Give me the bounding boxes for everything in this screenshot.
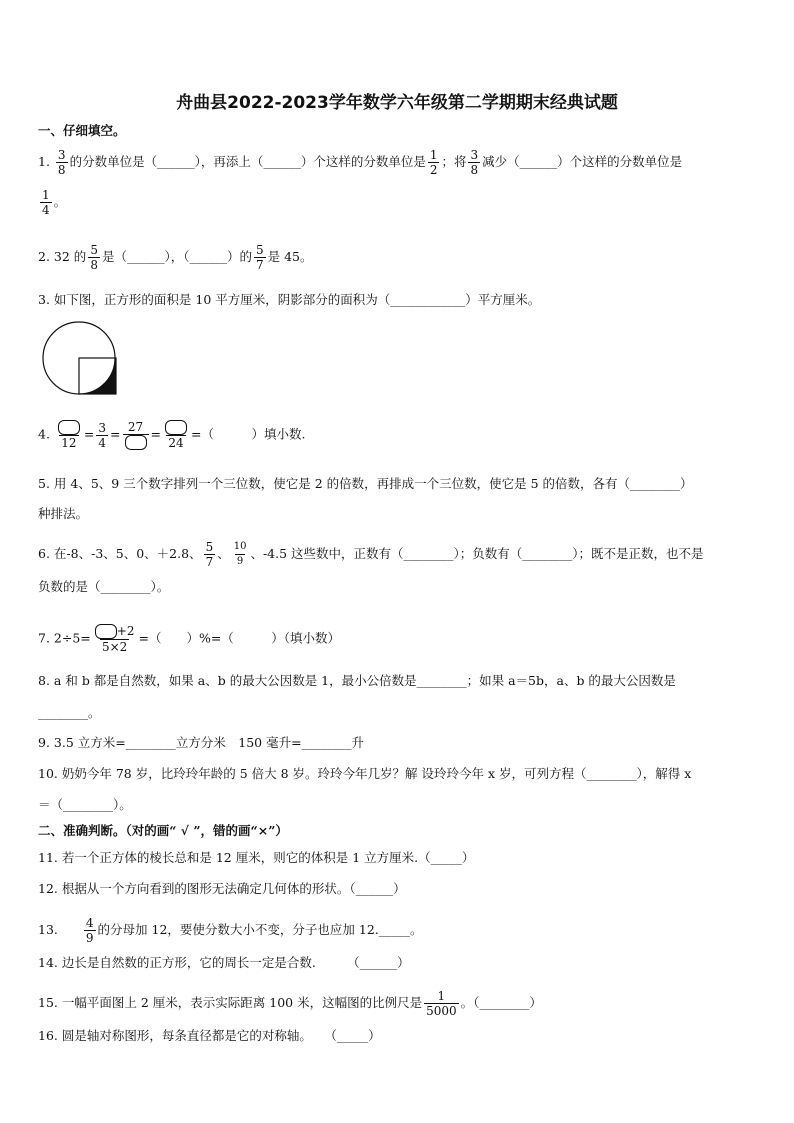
question-11: [38, 849, 474, 867]
separator: 、: [217, 546, 230, 561]
question-8-continued: ________。: [38, 705, 101, 720]
fraction: 27: [123, 420, 149, 450]
question-text: 在-8、-3、5、0、＋2.8、: [53, 546, 202, 561]
question-number: 13.: [38, 922, 58, 937]
fraction: $\frac{3}{8}$: [57, 148, 66, 177]
question-14: [38, 954, 410, 972]
question-7: [38, 624, 340, 654]
question-number: 15.: [38, 995, 58, 1010]
question-text: 一幅平面图上 2 厘米，表示实际距离 100 米，这幅图的比例尺是: [61, 995, 423, 1010]
answer-blank[interactable]: [125, 435, 147, 450]
question-text: 边长是自然数的正方形，它的周长一定是合数. （______）: [61, 955, 410, 970]
question-16: [38, 1027, 381, 1045]
section-1-heading: 一、仔细填空。: [38, 123, 126, 138]
question-9: [38, 734, 364, 752]
question-5-continued: 种排法。: [38, 506, 89, 521]
fraction: 24: [163, 420, 189, 450]
fraction: $\frac{3}{4}$: [98, 420, 107, 450]
question-text: 奶奶今年 78 岁，比玲玲年龄的 5 倍大 8 岁。玲玲今年几岁？解 设玲玲今年 x 岁，可列方程（________），解得 x: [61, 766, 692, 781]
question-6-continued: 负数的是（________）。: [38, 579, 170, 594]
answer-blank[interactable]: [165, 420, 187, 435]
fraction: $\frac{+2}{5\times 2}$: [93, 624, 137, 654]
question-10: [38, 765, 691, 783]
question-13: [38, 916, 423, 945]
question-number: 9.: [38, 735, 50, 750]
fraction: $\frac{1}{5000}$: [426, 989, 457, 1018]
fraction: $\frac{1}{4}$: [42, 188, 50, 217]
question-3: [38, 291, 540, 309]
question-1: [38, 148, 682, 177]
question-number: 10.: [38, 766, 58, 781]
question-text: 。（________）: [460, 995, 542, 1010]
question-text: 是 45。: [267, 249, 313, 264]
question-number: 16.: [38, 1028, 58, 1043]
question-5: [38, 475, 693, 493]
equals-sign: =: [83, 426, 95, 442]
question-text: 3.5 立方米=________立方分米 150 毫升=________升: [53, 735, 365, 750]
fraction: $\frac{5}{8}$: [90, 243, 98, 272]
question-text: 。: [53, 194, 67, 209]
question-2: [38, 243, 313, 272]
question-number: 8.: [38, 673, 50, 688]
question-4: [38, 420, 305, 450]
question-text: ；将: [441, 154, 467, 169]
page-title: 舟曲县2022-2023学年数学六年级第二学期期末经典试题: [176, 93, 618, 113]
question-number: 2.: [38, 249, 50, 264]
question-1-continued: [38, 188, 66, 217]
fraction: $\frac{5}{7}$: [205, 540, 214, 569]
fraction: $\frac{10}{9}$: [233, 541, 247, 567]
question-text: 是（______），（______）的: [101, 249, 252, 264]
fraction: $\frac{3}{8}$: [470, 148, 479, 177]
question-text: 的分母加 12，要使分数大小不变，分子也应加 12._____。: [97, 922, 423, 937]
question-10-continued: ＝（________）。: [38, 797, 132, 812]
question-text: a 和 b 都是自然数，如果 a、b 的最大公因数是 1，最小公倍数是________；如果 a＝5b，a、b 的最大公因数是: [53, 673, 676, 688]
question-number: 5.: [38, 476, 50, 491]
question-12: [38, 880, 406, 898]
question-number: 1.: [38, 154, 50, 169]
question-number: 11.: [38, 850, 58, 865]
question-text: 根据从一个方向看到的图形无法确定几何体的形状。（______）: [61, 881, 406, 896]
question-text: 减少（______）个这样的分数单位是: [482, 154, 683, 169]
question-text: =（ ）填小数.: [191, 426, 306, 442]
question-number: 12.: [38, 881, 58, 896]
question-number: 6.: [38, 546, 50, 561]
answer-blank[interactable]: [95, 624, 117, 639]
equals-sign: =: [110, 426, 121, 442]
question-text: 、-4.5 这些数中，正数有（________）；负数有（________）；既不是正数，也不是: [250, 546, 704, 561]
fraction: $\frac{1}{2}$: [429, 148, 438, 177]
question-text: 圆是轴对称图形，每条直径都是它的对称轴。 （_____）: [61, 1028, 381, 1043]
question-number: 4.: [38, 426, 50, 442]
fraction: $\frac{4}{9}$: [85, 916, 94, 945]
question-6: [38, 540, 704, 569]
question-8: [38, 672, 676, 690]
question-number: 14.: [38, 955, 58, 970]
fraction: 12: [56, 420, 82, 450]
question-text: =（ ）%=（ ）（填小数）: [138, 630, 341, 646]
question-text: 的分数单位是（______），再添上（______）个这样的分数单位是: [69, 154, 426, 169]
equals-sign: =: [150, 426, 162, 442]
question-15: [38, 989, 542, 1018]
question-text: 若一个正方体的棱长总和是 12 厘米，则它的体积是 1 立方厘米.（_____）: [61, 850, 475, 865]
question-text: 2÷5=: [53, 630, 91, 646]
question-text: 用 4、5、9 三个数字排列一个三位数，使它是 2 的倍数，再排成一个三位数，使它是 5 的倍数，各有（________）: [53, 476, 693, 491]
question-number: 7.: [38, 630, 50, 646]
answer-blank[interactable]: [58, 420, 80, 435]
question-text: 32 的: [53, 249, 87, 264]
question-number: 3.: [38, 292, 50, 307]
circle-square-figure: [40, 320, 118, 396]
question-text: 如下图，正方形的面积是 10 平方厘米，阴影部分的面积为（____________）平方厘米。: [53, 292, 541, 307]
fraction: $\frac{5}{7}$: [255, 243, 264, 272]
section-2-heading: 二、准确判断。（对的画“ √ ”，错的画“×”）: [38, 823, 288, 838]
